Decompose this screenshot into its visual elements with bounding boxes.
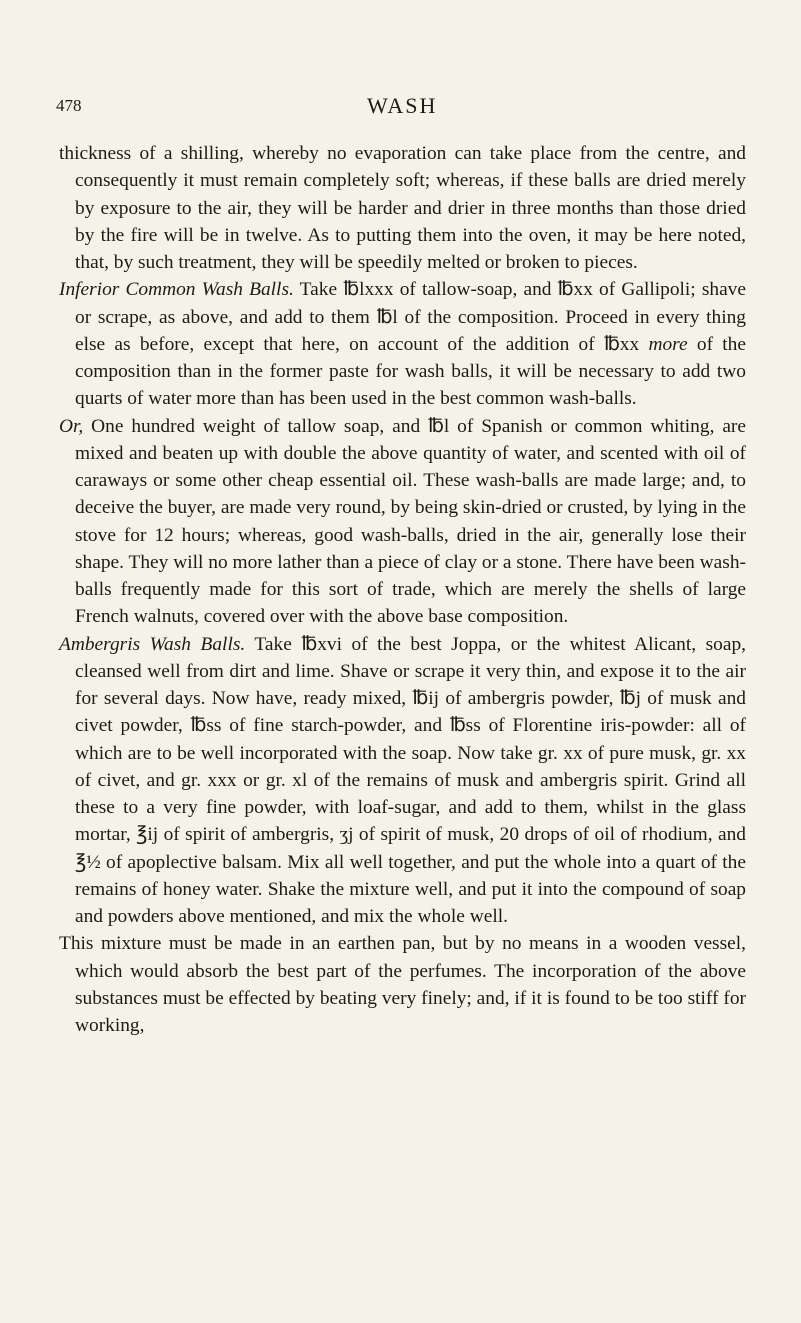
entry-or bbox=[59, 413, 746, 631]
entry-text: Take ℔xvi of the best Joppa, or the whitest Alicant, soap, cleansed well from dirt and lime. Shave or scrape it very thin, and expose it to the air for several days. Now have, ready mixed, ℔ij of ambergris powder, ℔j of musk and civet powder, ℔ss of fine starch-powder, and ℔ss of Florentine iris-powder: all of which are to be well incorporated with the soap. Now take gr. xx of pure musk, gr. xx of civet, and gr. xxx or gr. xl of the remains of musk and ambergris spirit. Grind all these to a very fine powder, with loaf-sugar, and add to them, whilst in the glass mortar, ℥ij of spirit of ambergris, ʒj of spirit of musk, 20 drops of oil of rhodium, and ℥½ of apoplective balsam. Mix all well together, and put the whole into a quart of the remains of honey water. Shake the mixture well, and put it into the compound of soap and powders above mentioned, and mix the whole well. bbox=[75, 633, 746, 927]
entry-heading: Or, bbox=[59, 415, 84, 437]
paragraph-text: thickness of a shilling, whereby no evaporation can take place from the centre, and consequently it must remain completely soft; whereas, if these balls are dried merely by exposure to the air, they will be harder and drier in three months than those dried by the fire will be in twelve. As to putting them into the oven, it may be here noted, that, by such treatment, they will be speedily melted or broken to pieces. bbox=[59, 143, 746, 273]
body-text bbox=[59, 140, 746, 1039]
entry-text: Take ℔lxxx of tallow-soap, and ℔xx of Gallipoli; shave or scrape, as above, and add to them ℔l of the composition. Proceed in every thing else as before, except that here, on account of the addition of ℔xx bbox=[75, 279, 746, 355]
entry-inferior-common-wash-balls bbox=[59, 276, 746, 412]
entry-emphasis: more bbox=[648, 333, 688, 355]
running-head bbox=[0, 93, 801, 126]
entry-ambergris-wash-balls bbox=[59, 631, 746, 931]
entry-heading: Inferior Common Wash Balls. bbox=[59, 279, 294, 301]
paragraph-text: This mixture must be made in an earthen pan, but by no means in a wooden vessel, which would absorb the best part of the perfumes. The incorporation of the above substances must be effected by beating very finely; and, if it is found to be too stiff for working, bbox=[59, 933, 746, 1036]
entry-text: of the composition than in the former paste for wash balls, it will be necessary to add two quarts of water more than has been used in the best common wash-balls. bbox=[75, 333, 746, 410]
paragraph-continuation bbox=[59, 140, 746, 276]
entry-heading: Ambergris Wash Balls. bbox=[59, 633, 246, 655]
paragraph-mixture bbox=[59, 930, 746, 1039]
entry-text: One hundred weight of tallow soap, and ℔l of Spanish or common whiting, are mixed and beaten up with double the above quantity of water, and scented with oil of caraways or some other cheap essential oil. These wash-balls are made large; and, to deceive the buyer, are made very round, by being skin-dried or crusted, by lying in the stove for 12 hours; whereas, good wash-balls, dried in the air, generally lose their shape. They will no more lather than a piece of clay or a stone. There have been wash-balls frequently made for this sort of trade, which are merely the shells of large French walnuts, covered over with the above base composition. bbox=[75, 415, 746, 628]
page-number: 478 bbox=[56, 96, 82, 115]
running-head-title: WASH bbox=[367, 93, 438, 118]
